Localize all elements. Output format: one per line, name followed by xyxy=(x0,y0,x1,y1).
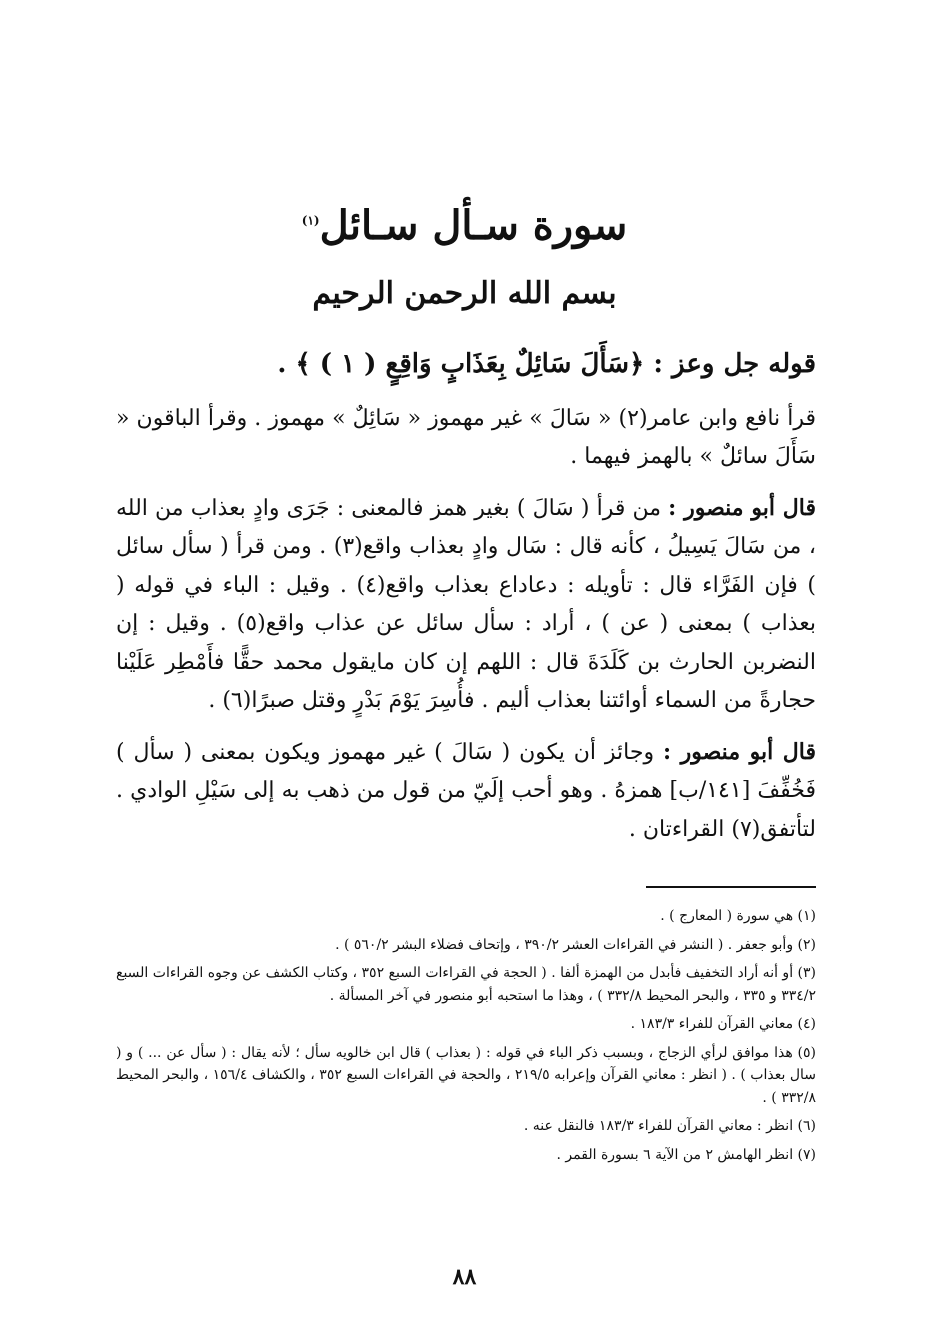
paragraph-abu-mansur-2 xyxy=(116,733,816,850)
footnote-4: (٤) معاني القرآن للفراء ١٨٣/٣ . xyxy=(630,1016,816,1032)
paragraph-readings: قرأ نافع وابن عامر(٢) « سَالَ » غير مهموز « سَائِلٌ » مهموز . وقرأ الباقون « سَأَلَ سائلٌ » بالهمز فيهما . xyxy=(116,405,816,469)
verse-text: ﴿سَأَلَ سَائِلٌ بِعَذَابٍ وَاقِعٍ ( ١ ) ﴾ . xyxy=(277,349,645,379)
paragraph-abu-mansur-1 xyxy=(116,489,816,721)
footnotes xyxy=(116,905,816,1172)
footnote-7: (٧) انظر الهامش ٢ من الآية ٦ بسورة القمر . xyxy=(556,1146,816,1163)
paragraph-text: وجائز أن يكون ( سَالَ ) غير مهموز ويكون بمعنى ( سأل ) فَخُفِّفَ [١٤١/ب] همزهُ . وهو أحب إلَيّ من قول من ذهب به إلى سَيْلِ الوادي . لتأتفق(٧) القراءتان . xyxy=(116,739,816,842)
speaker-label: قال أبو منصور : xyxy=(668,494,816,521)
footnote-5: (٥) هذا موافق لرأي الزجاج ، وبسبب ذكر الباء في قوله : ( بعذاب ) قال ابن خالويه سأل ؛ لأنه يقال : ( سأل عن ... ) و ( سال بعذاب ) . ( انظر : معاني القرآن وإعرابه ٢١٩/٥ ، والحجة في القراءات السبع ٣٥٢ ، والكشاف ١٥٦/٤ ، والبحر المحيط ٣٣٢/٨ ) . xyxy=(116,1044,816,1106)
footnote-divider xyxy=(646,886,816,888)
speaker-label: قال أبو منصور : xyxy=(662,738,816,765)
verse-intro: قوله جل وعز : xyxy=(653,349,816,379)
page-number: ٨٨ xyxy=(452,1264,477,1290)
footnote-3: (٣) أو أنه أراد التخفيف فأبدل من الهمزة ألفا . ( الحجة في القراءات السبع ٣٥٢ ، وكتاب الكشف عن وجوه القراءات السبع ٣٣٤/٢ و ٣٣٥ ، والبحر المحيط ٣٣٢/٨ ) ، وهذا ما استحبه أبو منصور في آخر المسألة . xyxy=(116,965,817,1004)
surah-title-text: سورة سـأل سـائل xyxy=(319,202,628,249)
basmala: بسم الله الرحمن الرحيم xyxy=(312,276,617,311)
paragraph-text: من قرأ ( سَالَ ) بغير همز فالمعنى : جَرَى وادٍ بعذاب من الله ، من سَالَ يَسِيلُ ، كأنه قال : سَال وادٍ بعذاب واقع(٣) . ومن قرأ ( سأل سائل ) فإن الفَرَّاء قال : تأويله : دعاداع بعذاب واقع(٤) . وقيل : الباء في قوله ( بعذاب ) بمعنى ( عن ) ، أراد : سأل سائل عن عذاب واقع(٥) . وقيل : إن النضربن الحارث بن كَلَدَةَ قال : اللهم إن كان مايقول محمد حقًّا فأَمْطِر عَلَيْنا حجارةً من السماء أوائتنا بعذاب أليم . فأُسِرَ يَوْمَ بَدْرٍ وقتل صبرًا(٦) . xyxy=(116,495,816,713)
footnote-1: (١) هي سورة ( المعارج ) . xyxy=(660,908,816,924)
footnote-2: (٢) وأبو جعفر . ( النشر في القراءات العشر ٣٩٠/٢ ، وإتحاف فضلاء البشر ٥٦٠/٢ ) . xyxy=(335,936,816,953)
main-text xyxy=(116,345,816,861)
surah-title-note: (١) xyxy=(301,213,320,228)
surah-title xyxy=(0,200,929,252)
verse-line xyxy=(116,345,816,384)
footnote-6: (٦) انظر : معاني القرآن للفراء ١٨٣/٣ فالنقل عنه . xyxy=(523,1118,816,1134)
